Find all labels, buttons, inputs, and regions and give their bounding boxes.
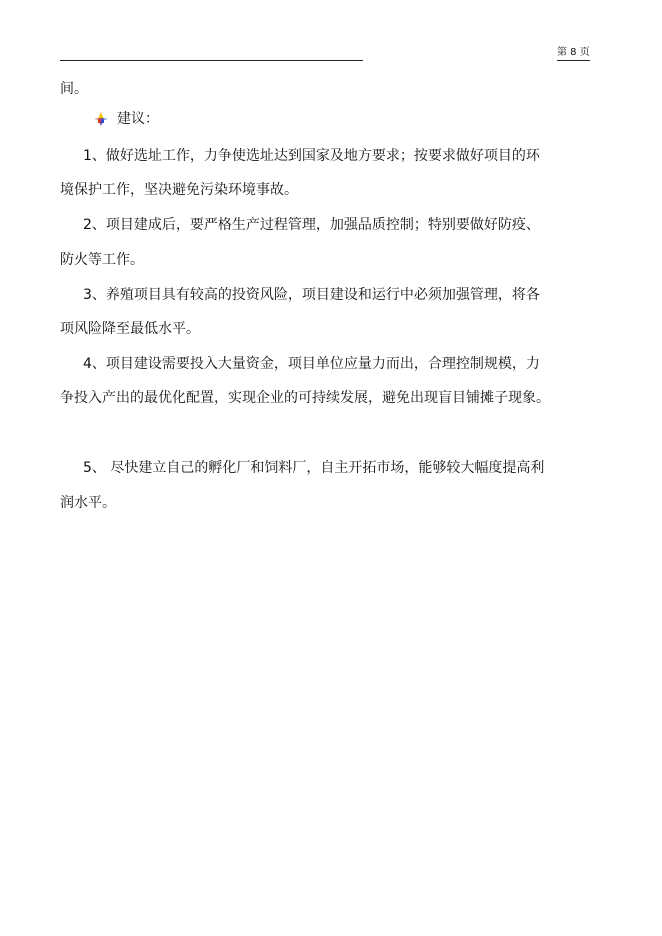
item-5-line-2: 润水平。 (60, 495, 116, 511)
item-2-line-2: 防火等工作。 (60, 252, 144, 268)
bullet-arrow-icon (93, 111, 109, 127)
item-1-line-1: 1、做好选址工作，力争使选址达到国家及地方要求；按要求做好项目的环 (83, 148, 540, 164)
header-rule (60, 60, 363, 61)
item-4-line-2: 争投入产出的最优化配置，实现企业的可持续发展，避免出现盲目铺摊子现象。 (60, 390, 550, 406)
heading-label: 建议： (117, 111, 159, 127)
section-heading (93, 110, 159, 128)
page-number: 第 8 页 (557, 47, 590, 61)
item-2-line-1: 2、项目建成后，要严格生产过程管理，加强品质控制；特别要做好防疫、 (83, 217, 540, 233)
item-5-line-1: 5、 尽快建立自己的孵化厂和饲料厂，自主开拓市场，能够较大幅度提高利 (83, 460, 545, 476)
item-3-line-2: 项风险降至最低水平。 (60, 321, 200, 337)
continuation-text: 间。 (60, 81, 88, 97)
item-4-line-1: 4、项目建设需要投入大量资金，项目单位应量力而出，合理控制规模，力 (83, 356, 540, 372)
item-1-line-2: 境保护工作，坚决避免污染环境事故。 (60, 182, 298, 198)
item-3-line-1: 3、养殖项目具有较高的投资风险，项目建设和运行中必须加强管理，将各 (83, 287, 540, 303)
